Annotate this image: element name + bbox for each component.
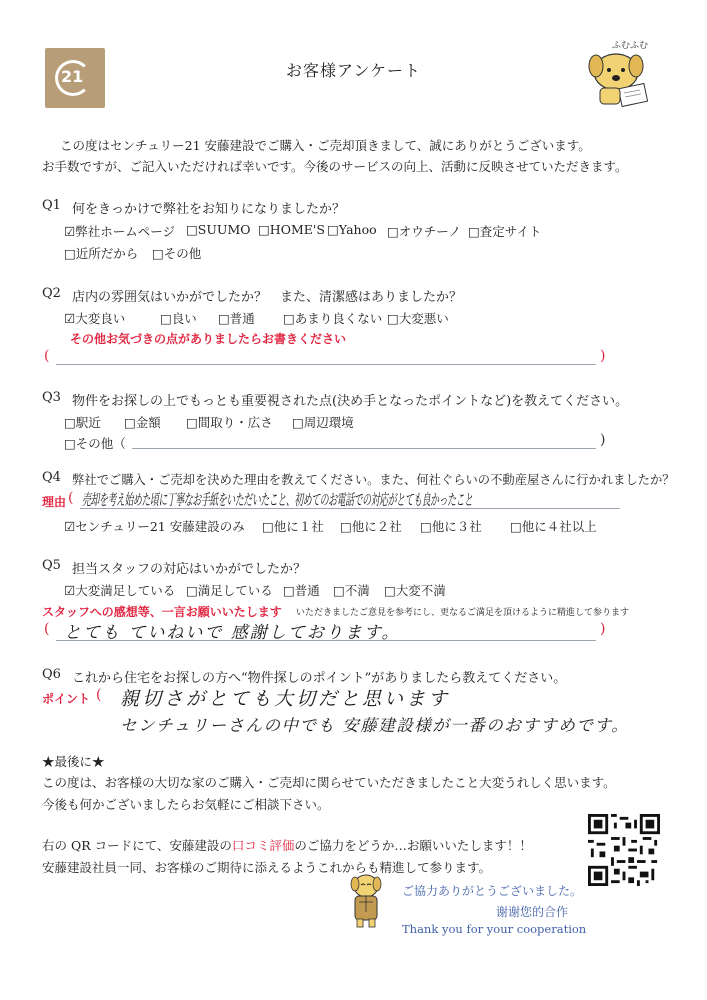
qr-request-highlight: 口コミ評価 (231, 838, 295, 853)
staff-line: 安藤建設社員一同、お客様のご期待に添えるようこれからも精進して参ります。 (42, 860, 492, 875)
q1-option-other[interactable]: □その他 (152, 246, 202, 261)
dog-mascot-bowing-icon (342, 872, 390, 930)
q3-label: Q3 (42, 390, 61, 405)
q3-option-station[interactable]: □駅近 (64, 415, 101, 430)
q1-option-yahoo[interactable]: □Yahoo (327, 222, 377, 237)
q5-option-very-unsatisfied[interactable]: □大変不満 (384, 583, 446, 598)
q2-option-not-good[interactable]: □あまり良くない (283, 311, 383, 326)
q5-open-paren: ( (44, 621, 50, 637)
q3-other-line[interactable] (132, 448, 596, 449)
q1-option-homes[interactable]: □HOME'S (258, 222, 325, 237)
q3-close-paren: ) (600, 432, 606, 448)
q3-option-price[interactable]: □金額 (124, 415, 161, 430)
q2-option-very-bad[interactable]: □大変悪い (387, 311, 449, 326)
q4-open-paren: ( (68, 490, 74, 506)
q1-label: Q1 (42, 198, 61, 213)
logo-text: 21 (61, 67, 84, 86)
q5-label: Q5 (42, 558, 61, 573)
q4-option-4-plus[interactable]: □他に４社以上 (510, 519, 597, 534)
q4-option-2-other[interactable]: □他に２社 (340, 519, 402, 534)
q5-option-very-satisfied[interactable]: ☑大変満足している (64, 583, 176, 598)
intro-line-1: この度はセンチュリー21 安藤建設でご購入・ご売却頂きまして、誠にありがとうございます。 (60, 138, 591, 153)
qr-request-line (42, 836, 532, 854)
qr-request-before: 右の QR コードにて、安藤建設の (42, 838, 232, 853)
q1-option-homepage[interactable]: ☑弊社ホームページ (64, 224, 175, 239)
q5-option-normal[interactable]: □普通 (283, 583, 320, 598)
q2-close-paren: ) (600, 348, 606, 364)
q5-handwritten-comment: とても ていねいで 感謝しております。 (64, 623, 401, 643)
q1-option-kinjo[interactable]: □近所だから (64, 246, 139, 261)
q1-option-ouchino[interactable]: □オウチーノ (387, 224, 462, 239)
q5-note-small: いただきましたご意見を参考にし、更なるご満足を頂けるように精進して参ります (296, 608, 630, 618)
q4-question: 弊社でご購入・ご売却を決めた理由を教えてください。また、何社ぐらいの不動産屋さんに行かれましたか？ (72, 473, 675, 487)
closing-heading: ★最後に★ (42, 754, 105, 769)
q2-option-very-good[interactable]: ☑大変良い (64, 311, 126, 326)
q3-question: 物件をお探しの上でもっとも重要視された点(決め手となったポイントなど)を教えてください。 (72, 394, 629, 409)
q3-option-layout[interactable]: □間取り・広さ (186, 415, 273, 430)
q3-option-surroundings[interactable]: □周辺環境 (292, 415, 354, 430)
q5-note: スタッフへの感想等、一言お願いいたします (42, 605, 282, 619)
q5-close-paren: ) (600, 621, 606, 637)
qr-code-icon[interactable] (588, 814, 660, 886)
q6-label: Q6 (42, 667, 61, 682)
q2-option-good[interactable]: □良い (160, 311, 197, 326)
q4-handwritten-reason: 売却を考え始めた頃に丁寧なお手紙をいただいたこと、初めてのお電話での対応がとても良かったこと (82, 491, 473, 509)
q6-question: これから住宅をお探しの方へ“物件探しのポイント”がありましたら教えてください。 (72, 671, 567, 686)
q2-question: 店内の雰囲気はいかがでしたか？ また、清潔感はありましたか？ (72, 290, 463, 305)
mascot-caption: ふむふむ (612, 41, 649, 51)
thanks-japanese: ご協力ありがとうございました。 (402, 884, 583, 898)
dog-mascot-reading-icon (582, 38, 664, 110)
q1-option-satei[interactable]: □査定サイト (468, 224, 542, 239)
closing-line-2: 今後も何かございましたらお気軽にご相談下さい。 (42, 797, 330, 812)
q2-open-paren: ( (44, 348, 50, 364)
q3-option-other[interactable]: □その他（ (64, 436, 126, 451)
qr-request-after: のご協力をどうか…お願いいたします！！ (294, 838, 532, 853)
intro-line-2: お手数ですが、ご記入いただければ幸いです。今後のサービスの向上、活動に反映させていただきます。 (42, 159, 628, 174)
q6-handwritten-line-2: センチュリーさんの中でも 安藤建設様が一番のおすすめです。 (120, 716, 630, 735)
q2-label: Q2 (42, 286, 61, 301)
q1-option-suumo[interactable]: □SUUMO (186, 222, 251, 237)
q4-label: Q4 (42, 470, 61, 485)
thanks-chinese: 谢谢您的合作 (496, 905, 569, 919)
q6-open-paren: ( (96, 687, 102, 703)
q2-option-normal[interactable]: □普通 (218, 311, 255, 326)
thanks-english: Thank you for your cooperation (402, 922, 587, 936)
q4-option-3-other[interactable]: □他に３社 (420, 519, 482, 534)
q4-answer-line[interactable] (80, 508, 620, 509)
q4-option-only-us[interactable]: ☑センチュリー21 安藤建設のみ (64, 519, 245, 534)
q4-reason-label: 理由 (42, 495, 67, 509)
q5-option-satisfied[interactable]: □満足している (186, 583, 273, 598)
q2-answer-line[interactable] (56, 364, 596, 365)
q6-point-label: ポイント (42, 692, 91, 706)
q6-handwritten-line-1: 親切さがとても大切だと思います (120, 688, 451, 710)
q1-question: 何をきっかけで弊社をお知りになりましたか？ (72, 202, 346, 217)
q5-option-unsatisfied[interactable]: □不満 (333, 583, 370, 598)
q4-option-1-other[interactable]: □他に１社 (262, 519, 324, 534)
page-title: お客様アンケート (285, 61, 422, 80)
q5-question: 担当スタッフの対応はいかがでしたか？ (72, 562, 307, 577)
q5-answer-line[interactable] (56, 640, 596, 641)
q2-note: その他お気づきの点がありましたらお書きください (70, 332, 347, 346)
closing-line-1: この度は、お客様の大切な家のご購入・ご売却に関らせていただきましたこと大変うれしく思います。 (42, 775, 616, 790)
